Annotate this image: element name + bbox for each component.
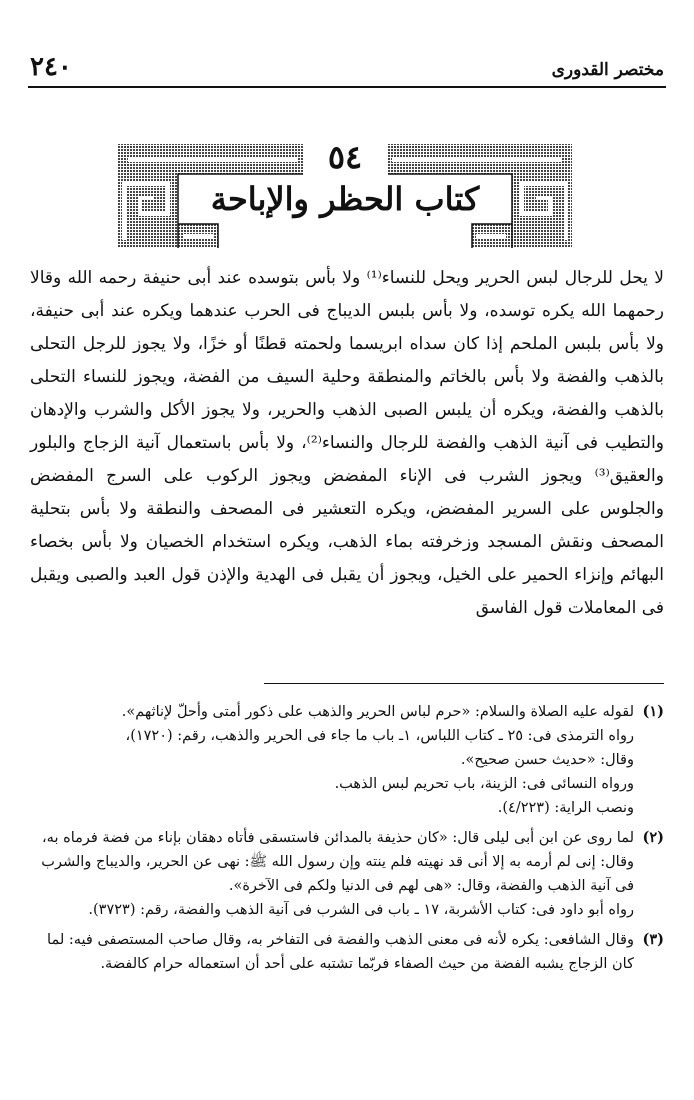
footnote-line: وقال الشافعى: يكره لأنه فى معنى الذهب والفضة فى التفاخر به، وقال صاحب المستصفى فيه: لما كان الزجاج يشبه الفضة من حيث الصفاء فربّما تشتبه على أحد أن استعماله حرام كالفضة.: [47, 932, 634, 972]
footnote-line: ونصب الراية: (٤/٢٢٣).: [497, 800, 634, 816]
footnote-2: [30, 826, 664, 922]
page-number: ٢٤٠: [30, 52, 72, 82]
footnote-label: (٢): [642, 829, 664, 846]
page-header: [30, 44, 664, 84]
footnote-line: رواه الترمذى فى: ٢٥ ـ كتاب اللباس، ١ـ باب ما جاء فى الحرير والذهب، رقم: (١٧٢٠)،: [125, 728, 634, 744]
chapter-number: ٥٤: [327, 138, 363, 176]
footnote-label: (٣): [642, 931, 664, 948]
chapter-heading-frame: [118, 140, 572, 248]
footnotes: [30, 700, 664, 982]
footnote-line: وقال: «حديث حسن صحيح».: [460, 752, 634, 768]
footnote-3: [30, 928, 664, 976]
header-divider: [28, 86, 666, 88]
footnote-line: لقوله عليه الصلاة والسلام: «حرم لباس الحرير والذهب على ذكور أمتى وأحلّ لإناثهم».: [121, 704, 634, 720]
footnote-line: ورواه النسائى فى: الزينة، باب تحريم لبس الذهب.: [334, 776, 634, 792]
footnote-divider: [264, 683, 664, 684]
footnote-1: [30, 700, 664, 820]
footnote-label: (١): [642, 703, 664, 720]
footnote-line: لما روى عن ابن أبى ليلى قال: «كان حذيفة بالمدائن فاستسقى فأتاه دهقان بإناء من فضة فرماه به، وقال: إنى لم أرمه به إلا أنى قد نهيته فلم ينته وإن رسول الله ﷺ: نهى عن الحرير، والديباج والشرب فى آنية الذهب والفضة، وقال: «هى لهم فى الدنيا ولكم فى الآخرة».: [41, 830, 634, 894]
book-title: مختصر القدورى: [551, 60, 664, 80]
chapter-title: كتاب الحظر والإباحة: [210, 180, 480, 218]
footnote-line: رواه أبو داود فى: كتاب الأشربة، ١٧ ـ باب فى الشرب فى آنية الذهب والفضة، رقم: (٣٧٢٣).: [88, 902, 634, 918]
main-text: لا يحل للرجال لبس الحرير ويحل للنساء⁽¹⁾ ولا بأس بتوسده عند أبى حنيفة رحمه الله وقالا رحمهما الله يكره توسده، ولا بأس بلبس الديباج فى الحرب عندهما ويكره عند أبى حنيفة، ولا بأس بلبس الملحم إذا كان سداه ابريسما ولحمته قطنًا أو خزًا، ولا يجوز للرجل التحلى بالذهب والفضة ولا بأس بالخاتم والمنطقة وحلية السيف من الفضة، ويجوز للنساء التحلى بالذهب والفضة، ويكره أن يلبس الصبى الذهب والحرير، ولا يجوز الأكل والشرب والإدهان والتطيب فى آنية الذهب والفضة للرجال والنساء⁽²⁾، ولا بأس باستعمال آنية الزجاج والبلور والعقيق⁽³⁾ ويجوز الشرب فى الإناء المفضض ويجوز الركوب على السرج المفضض والجلوس على السرير المفضض، ويكره التعشير فى المصحف والنطقة ولا بأس بتحلية المصحف ونقش المسجد وزخرفته بماء الذهب، ويكره استخدام الخصيان ولا بأس بخصاء البهائم وإنزاء الحمير على الخيل، ويجوز أن يقبل فى الهدية والإذن قول العبد والصبى ويقبل فى المعاملات قول الفاسق: [30, 268, 664, 618]
